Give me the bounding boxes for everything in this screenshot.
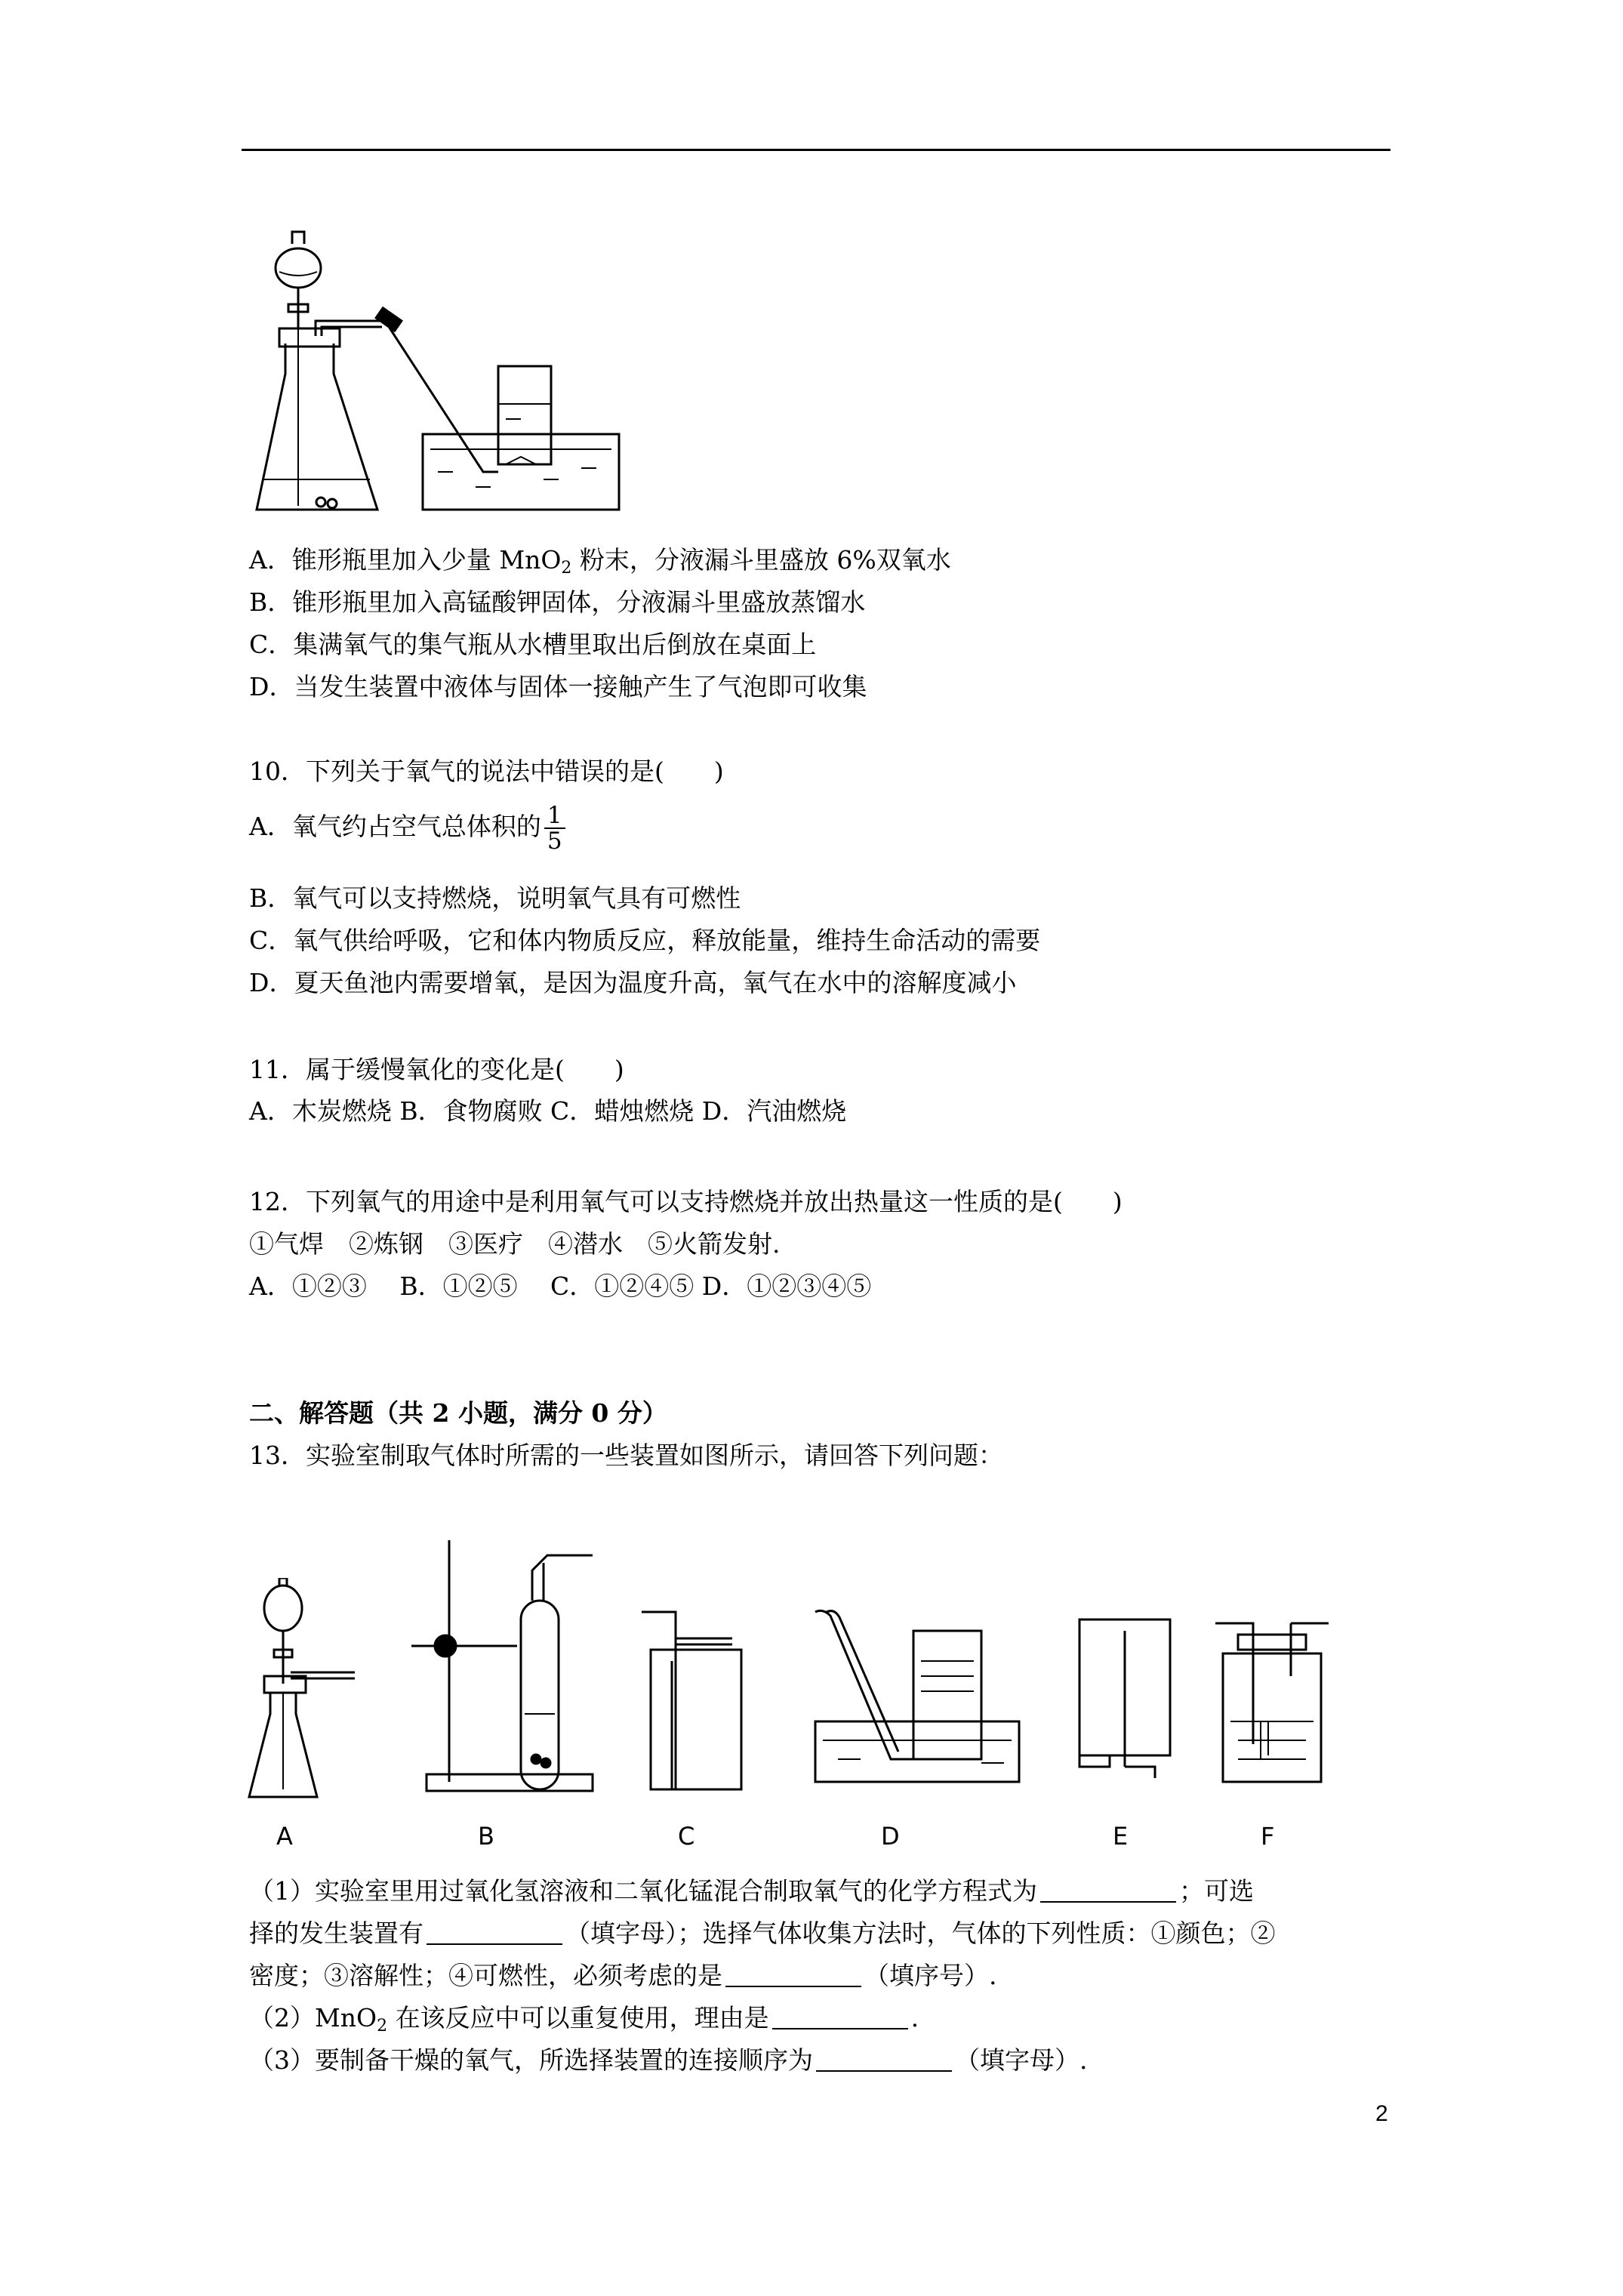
- answer-blank[interactable]: [1040, 1878, 1176, 1903]
- figure-label-e: E: [1113, 1822, 1129, 1851]
- answer-blank[interactable]: [725, 1963, 861, 1987]
- q10-option-c: C．氧气供给呼吸，它和体内物质反应，释放能量，维持生命活动的需要: [249, 926, 1041, 955]
- q10-stem: 10．下列关于氧气的说法中错误的是( ): [249, 757, 724, 786]
- answer-blank[interactable]: [427, 1921, 562, 1945]
- page-number: 2: [1375, 2101, 1388, 2126]
- q12-stem: 12．下列氧气的用途中是利用氧气可以支持燃烧并放出热量这一性质的是( ): [249, 1187, 1123, 1216]
- q13-part1-line1: （1）实验室里用过氧化氢溶液和二氧化锰混合制取氧气的化学方程式为 ；可选: [249, 1876, 1254, 1906]
- q11-options: A．木炭燃烧 B．食物腐败 C．蜡烛燃烧 D．汽油燃烧: [249, 1096, 847, 1126]
- apparatus-a-figure: [245, 1578, 366, 1804]
- apparatus-f-figure: [1208, 1608, 1336, 1789]
- q10-option-d: D．夏天鱼池内需要增氧，是因为温度升高，氧气在水中的溶解度减小: [249, 968, 1017, 997]
- answer-blank[interactable]: [816, 2048, 952, 2072]
- oxygen-apparatus-figure: [249, 215, 672, 532]
- section-heading: 二、解答题（共 2 小题，满分 0 分）: [249, 1398, 667, 1428]
- apparatus-e-figure: [1072, 1616, 1178, 1789]
- q9-option-d: D．当发生装置中液体与固体一接触产生了气泡即可收集: [249, 672, 867, 701]
- header-rule: [242, 149, 1390, 151]
- q10-option-b: B．氧气可以支持燃烧，说明氧气具有可燃性: [249, 883, 741, 913]
- answer-blank[interactable]: [772, 2005, 908, 2029]
- apparatus-d-figure: [808, 1608, 1034, 1789]
- q12-items: ①气焊 ②炼钢 ③医疗 ④潜水 ⑤火箭发射.: [249, 1229, 781, 1259]
- q13-stem: 13．实验室制取气体时所需的一些装置如图所示，请回答下列问题：: [249, 1441, 1003, 1470]
- q13-part2: （2）MnO$_2$ 在该反应中可以重复使用，理由是 .: [249, 2003, 919, 2036]
- fraction: $\frac{1}{5}$: [544, 803, 565, 853]
- q12-options: A．①②③ B．①②⑤ C．①②④⑤ D．①②③④⑤: [249, 1271, 872, 1301]
- apparatus-c-figure: [634, 1608, 755, 1797]
- q9-option-c: C．集满氧气的集气瓶从水槽里取出后倒放在桌面上: [249, 630, 817, 659]
- q13-part1-line3: 密度；③溶解性；④可燃性，必须考虑的是 （填序号）.: [249, 1961, 997, 1990]
- figure-label-d: D: [881, 1822, 900, 1851]
- figure-label-f: F: [1261, 1822, 1275, 1851]
- q10-option-a: A．氧气约占空气总体积的 $\frac{1}{5}$: [249, 800, 565, 853]
- q9-option-a: A．锥形瓶里加入少量 MnO$_2$ 粉末，分液漏斗里盛放 6%双氧水: [249, 545, 951, 578]
- q9-option-b: B．锥形瓶里加入高锰酸钾固体，分液漏斗里盛放蒸馏水: [249, 587, 866, 617]
- figure-label-c: C: [678, 1822, 695, 1851]
- q13-part3: （3）要制备干燥的氧气，所选择装置的连接顺序为 （填字母）.: [249, 2045, 1088, 2075]
- figure-label-b: B: [478, 1822, 494, 1851]
- q13-part1-line2: 择的发生装置有 （填字母）；选择气体收集方法时，气体的下列性质：①颜色；②: [249, 1918, 1276, 1948]
- apparatus-b-figure: [396, 1540, 600, 1797]
- q11-stem: 11．属于缓慢氧化的变化是( ): [249, 1055, 624, 1084]
- figure-label-a: A: [276, 1822, 293, 1851]
